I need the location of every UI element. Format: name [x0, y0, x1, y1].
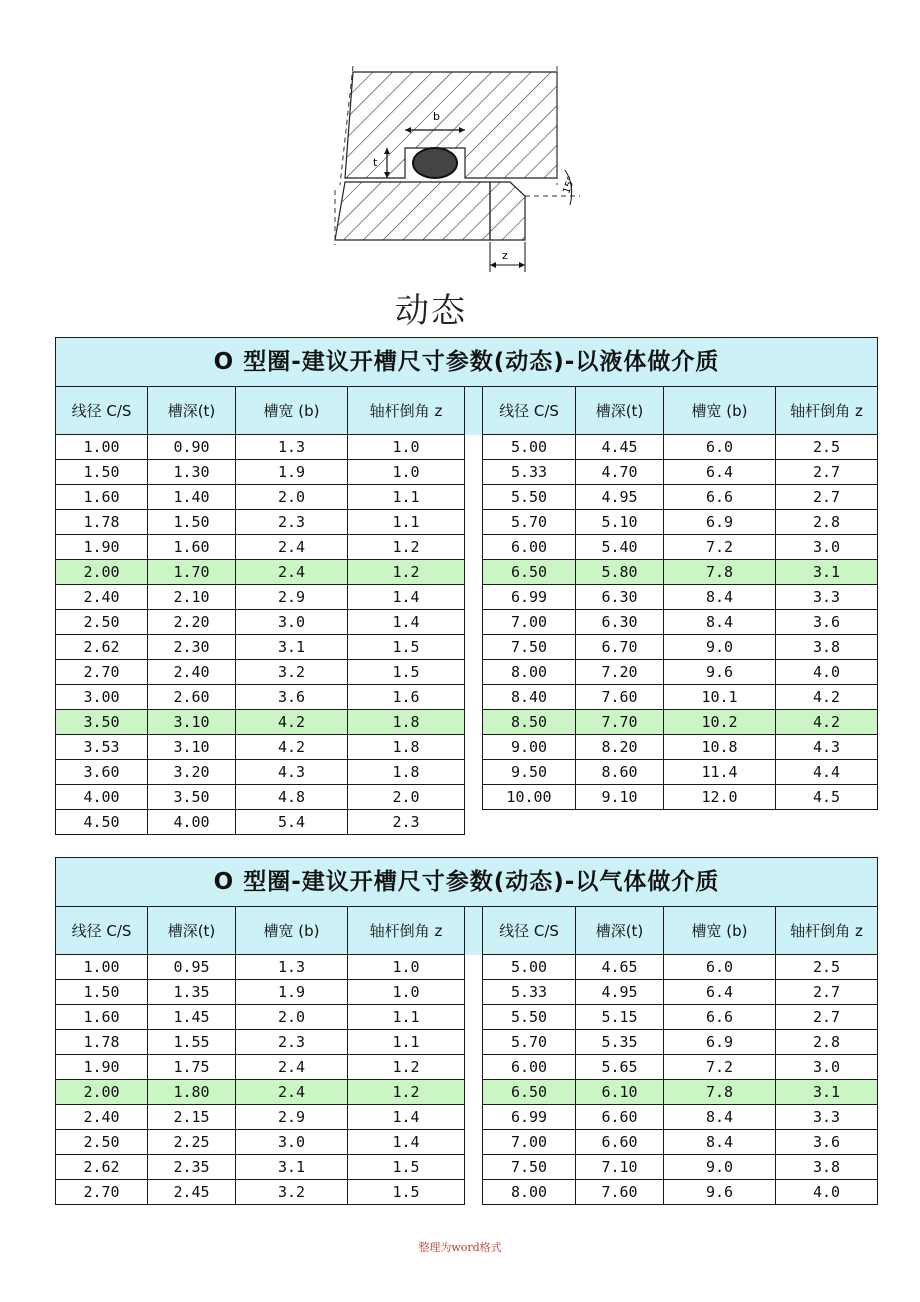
table-cell: 1.30	[148, 460, 236, 485]
table-cell: 2.3	[236, 1030, 348, 1055]
footer-note: 整理为word格式	[418, 1241, 502, 1254]
table-cell: 7.60	[576, 685, 664, 710]
table-cell: 8.4	[664, 1105, 776, 1130]
table-cell: 10.8	[664, 735, 776, 760]
table-cell: 4.95	[576, 980, 664, 1005]
table-cell: 4.00	[56, 785, 148, 810]
table-row	[56, 785, 878, 810]
table-cell: 2.4	[236, 1080, 348, 1105]
table-cell: 4.45	[576, 435, 664, 460]
col-header-cs: 线径 C/S	[56, 907, 148, 955]
table-cell: 2.70	[56, 1180, 148, 1205]
table-row	[56, 660, 878, 685]
table-cell: 6.6	[664, 1005, 776, 1030]
table-cell: 2.40	[56, 585, 148, 610]
table-cell: 3.00	[56, 685, 148, 710]
table-cell: 3.1	[776, 560, 878, 585]
table-row	[56, 610, 878, 635]
table-cell: 5.50	[483, 485, 576, 510]
table-cell: 9.6	[664, 660, 776, 685]
col-header-chamfer: 轴杆倒角 z	[776, 907, 878, 955]
table-cell: 1.45	[148, 1005, 236, 1030]
table-cell: 5.33	[483, 460, 576, 485]
table-cell: 6.50	[483, 560, 576, 585]
table-cell: 1.00	[56, 435, 148, 460]
table-cell: 2.35	[148, 1155, 236, 1180]
table-cell: 4.2	[236, 735, 348, 760]
table-cell: 1.60	[56, 485, 148, 510]
table-cell: 10.1	[664, 685, 776, 710]
table-cell: 6.4	[664, 980, 776, 1005]
table-title: O 型圈-建议开槽尺寸参数(动态)-以液体做介质	[56, 338, 878, 387]
table-row	[56, 635, 878, 660]
table-cell: 3.50	[148, 785, 236, 810]
table-cell: 2.10	[148, 585, 236, 610]
table-cell: 12.0	[664, 785, 776, 810]
label-z: z	[502, 249, 508, 262]
table-cell: 1.40	[148, 485, 236, 510]
table-cell: 2.30	[148, 635, 236, 660]
table-cell: 7.00	[483, 610, 576, 635]
table-cell: 4.95	[576, 485, 664, 510]
table-cell: 2.7	[776, 460, 878, 485]
table-cell: 2.50	[56, 1130, 148, 1155]
table-cell: 2.0	[236, 1005, 348, 1030]
table-cell: 4.65	[576, 955, 664, 980]
table-cell: 2.62	[56, 1155, 148, 1180]
table-row	[56, 1130, 878, 1155]
table-cell: 4.0	[776, 1180, 878, 1205]
table-cell: 3.8	[776, 635, 878, 660]
table-cell: 7.60	[576, 1180, 664, 1205]
table-cell: 7.20	[576, 660, 664, 685]
table-cell: 4.2	[776, 710, 878, 735]
table-cell: 2.0	[348, 785, 465, 810]
table-row	[56, 535, 878, 560]
table-cell: 1.0	[348, 980, 465, 1005]
table-cell: 8.60	[576, 760, 664, 785]
table-cell: 7.10	[576, 1155, 664, 1180]
table-cell: 1.1	[348, 510, 465, 535]
table-cell: 1.3	[236, 955, 348, 980]
table-cell: 1.2	[348, 560, 465, 585]
table-cell: 8.50	[483, 710, 576, 735]
col-header-chamfer: 轴杆倒角 z	[776, 387, 878, 435]
table-cell: 3.0	[236, 610, 348, 635]
table-cell: 2.40	[148, 660, 236, 685]
col-header-cs: 线径 C/S	[483, 907, 576, 955]
table-cell: 5.10	[576, 510, 664, 535]
table-row	[56, 560, 878, 585]
table-cell: 1.78	[56, 1030, 148, 1055]
table-cell: 1.35	[148, 980, 236, 1005]
table-cell: 1.8	[348, 735, 465, 760]
table-cell: 1.4	[348, 585, 465, 610]
table-cell: 2.50	[56, 610, 148, 635]
table-row	[56, 435, 878, 460]
table-cell: 9.0	[664, 635, 776, 660]
groove-diagram	[325, 60, 585, 280]
table-cell: 7.00	[483, 1130, 576, 1155]
table-cell: 9.0	[664, 1155, 776, 1180]
table-cell: 1.0	[348, 435, 465, 460]
table-cell: 1.78	[56, 510, 148, 535]
table-cell: 3.53	[56, 735, 148, 760]
table-cell: 5.33	[483, 980, 576, 1005]
table-cell: 3.60	[56, 760, 148, 785]
table-cell: 9.10	[576, 785, 664, 810]
table-cell: 2.62	[56, 635, 148, 660]
table-row	[56, 735, 878, 760]
table-cell: 3.10	[148, 710, 236, 735]
table-title: O 型圈-建议开槽尺寸参数(动态)-以气体做介质	[56, 858, 878, 907]
table-cell: 2.7	[776, 485, 878, 510]
table-cell: 1.2	[348, 1055, 465, 1080]
table-cell: 5.70	[483, 1030, 576, 1055]
table-cell: 4.2	[236, 710, 348, 735]
table-cell: 1.5	[348, 660, 465, 685]
table-cell: 1.8	[348, 760, 465, 785]
table-cell: 11.4	[664, 760, 776, 785]
table-cell: 3.1	[236, 1155, 348, 1180]
table-cell: 1.50	[56, 460, 148, 485]
table-cell: 4.4	[776, 760, 878, 785]
table-cell: 1.1	[348, 1005, 465, 1030]
table-cell: 2.70	[56, 660, 148, 685]
table-cell: 2.5	[776, 435, 878, 460]
table-cell: 3.20	[148, 760, 236, 785]
table-cell: 1.4	[348, 610, 465, 635]
table-cell: 6.4	[664, 460, 776, 485]
table-cell: 2.25	[148, 1130, 236, 1155]
table-cell: 6.60	[576, 1105, 664, 1130]
table-cell: 6.9	[664, 510, 776, 535]
table-cell: 6.6	[664, 485, 776, 510]
table-cell: 6.10	[576, 1080, 664, 1105]
table-cell: 2.0	[236, 485, 348, 510]
table-cell: 3.1	[776, 1080, 878, 1105]
col-header-cs: 线径 C/S	[56, 387, 148, 435]
table-cell: 1.0	[348, 460, 465, 485]
table-cell: 4.8	[236, 785, 348, 810]
table-cell: 0.90	[148, 435, 236, 460]
table-cell: 6.0	[664, 435, 776, 460]
lower-shaft	[335, 182, 490, 240]
table-cell: 1.1	[348, 1030, 465, 1055]
table-cell: 2.3	[236, 510, 348, 535]
table-cell: 1.80	[148, 1080, 236, 1105]
table-cell: 2.40	[56, 1105, 148, 1130]
table-cell: 5.80	[576, 560, 664, 585]
col-header-chamfer: 轴杆倒角 z	[348, 907, 465, 955]
table-cell: 5.15	[576, 1005, 664, 1030]
groove-table-gas	[55, 857, 878, 1205]
table-cell: 5.70	[483, 510, 576, 535]
table-cell: 1.5	[348, 1155, 465, 1180]
table-cell: 1.55	[148, 1030, 236, 1055]
table-row	[56, 710, 878, 735]
table-cell: 1.90	[56, 1055, 148, 1080]
table-cell: 1.2	[348, 1080, 465, 1105]
table-cell: 10.2	[664, 710, 776, 735]
table-cell: 8.00	[483, 660, 576, 685]
table-cell: 8.4	[664, 1130, 776, 1155]
table-cell: 0.95	[148, 955, 236, 980]
table-cell: 3.0	[776, 535, 878, 560]
table-cell: 2.45	[148, 1180, 236, 1205]
table-cell: 4.5	[776, 785, 878, 810]
table-cell: 1.70	[148, 560, 236, 585]
table-cell: 3.0	[776, 1055, 878, 1080]
table-row	[56, 760, 878, 785]
table-cell: 6.00	[483, 1055, 576, 1080]
table-cell: 1.2	[348, 535, 465, 560]
col-header-width: 槽宽 (b)	[236, 387, 348, 435]
table-cell: 1.00	[56, 955, 148, 980]
table-cell: 2.4	[236, 560, 348, 585]
table-cell: 6.9	[664, 1030, 776, 1055]
table-cell: 5.40	[576, 535, 664, 560]
table-cell: 6.60	[576, 1130, 664, 1155]
label-b: b	[433, 110, 440, 123]
col-header-cs: 线径 C/S	[483, 387, 576, 435]
table-cell: 4.70	[576, 460, 664, 485]
table-cell: 3.50	[56, 710, 148, 735]
table-row	[56, 1180, 878, 1205]
table-cell: 1.8	[348, 710, 465, 735]
groove-table-liquid	[55, 337, 878, 835]
table-cell: 2.3	[348, 810, 465, 835]
label-angle: 15°	[561, 174, 578, 196]
table-cell: 1.4	[348, 1105, 465, 1130]
col-header-depth: 槽深(t)	[148, 907, 236, 955]
col-header-width: 槽宽 (b)	[664, 907, 776, 955]
table-row	[56, 1055, 878, 1080]
table-cell: 1.5	[348, 635, 465, 660]
table-cell: 1.60	[56, 1005, 148, 1030]
table-cell: 3.3	[776, 585, 878, 610]
table-cell: 3.6	[776, 610, 878, 635]
table-cell: 1.50	[148, 510, 236, 535]
table-cell: 2.9	[236, 585, 348, 610]
table-cell: 7.50	[483, 1155, 576, 1180]
table-row	[56, 460, 878, 485]
table-cell: 4.0	[776, 660, 878, 685]
table-cell: 4.3	[236, 760, 348, 785]
table-cell: 2.15	[148, 1105, 236, 1130]
col-header-depth: 槽深(t)	[576, 907, 664, 955]
table-row	[56, 955, 878, 980]
table-cell: 7.50	[483, 635, 576, 660]
table-cell: 5.50	[483, 1005, 576, 1030]
table-cell: 6.99	[483, 1105, 576, 1130]
table-cell: 3.2	[236, 660, 348, 685]
table-cell: 1.50	[56, 980, 148, 1005]
table-row	[56, 1030, 878, 1055]
table-cell: 8.00	[483, 1180, 576, 1205]
table-cell: 2.20	[148, 610, 236, 635]
table-cell: 2.4	[236, 1055, 348, 1080]
table-cell: 2.7	[776, 980, 878, 1005]
table-cell: 7.8	[664, 1080, 776, 1105]
o-ring	[413, 148, 457, 178]
table-row	[56, 810, 878, 835]
table-row	[56, 510, 878, 535]
table-cell: 3.2	[236, 1180, 348, 1205]
table-cell: 1.75	[148, 1055, 236, 1080]
table-cell: 4.50	[56, 810, 148, 835]
table-cell: 7.70	[576, 710, 664, 735]
table-cell: 2.8	[776, 510, 878, 535]
table-cell: 2.8	[776, 1030, 878, 1055]
table-cell: 2.7	[776, 1005, 878, 1030]
table-cell: 5.35	[576, 1030, 664, 1055]
col-header-chamfer: 轴杆倒角 z	[348, 387, 465, 435]
table-cell: 5.4	[236, 810, 348, 835]
table-cell: 8.20	[576, 735, 664, 760]
table-row	[56, 685, 878, 710]
table-cell: 2.00	[56, 560, 148, 585]
table-row	[56, 1005, 878, 1030]
table-row	[56, 1080, 878, 1105]
diagram-caption: 动态	[395, 291, 467, 331]
table-cell: 10.00	[483, 785, 576, 810]
table-cell: 9.50	[483, 760, 576, 785]
table-cell: 1.4	[348, 1130, 465, 1155]
table-cell: 3.3	[776, 1105, 878, 1130]
table-cell: 7.8	[664, 560, 776, 585]
table-row	[56, 980, 878, 1005]
table-cell: 1.60	[148, 535, 236, 560]
table-cell: 6.0	[664, 955, 776, 980]
table-cell: 6.50	[483, 1080, 576, 1105]
table-cell: 6.30	[576, 585, 664, 610]
table-cell: 8.4	[664, 610, 776, 635]
col-header-depth: 槽深(t)	[576, 387, 664, 435]
table-cell: 7.2	[664, 1055, 776, 1080]
table-cell: 3.6	[236, 685, 348, 710]
label-t: t	[373, 156, 378, 169]
table-cell: 4.3	[776, 735, 878, 760]
table-cell: 7.2	[664, 535, 776, 560]
table-cell: 5.00	[483, 435, 576, 460]
table-cell: 3.6	[776, 1130, 878, 1155]
col-header-depth: 槽深(t)	[148, 387, 236, 435]
table-row	[56, 585, 878, 610]
table-cell: 3.0	[236, 1130, 348, 1155]
table-cell: 6.99	[483, 585, 576, 610]
col-header-width: 槽宽 (b)	[664, 387, 776, 435]
table-cell: 1.3	[236, 435, 348, 460]
table-cell: 1.90	[56, 535, 148, 560]
table-cell: 4.2	[776, 685, 878, 710]
table-cell: 3.8	[776, 1155, 878, 1180]
table-row	[56, 1105, 878, 1130]
table-cell: 6.30	[576, 610, 664, 635]
table-cell: 9.00	[483, 735, 576, 760]
table-cell: 1.5	[348, 1180, 465, 1205]
table-cell: 8.40	[483, 685, 576, 710]
table-cell: 6.70	[576, 635, 664, 660]
table-cell: 6.00	[483, 535, 576, 560]
table-cell: 1.6	[348, 685, 465, 710]
table-cell: 4.00	[148, 810, 236, 835]
table-cell: 9.6	[664, 1180, 776, 1205]
table-row	[56, 1155, 878, 1180]
table-cell: 5.65	[576, 1055, 664, 1080]
table-cell: 8.4	[664, 585, 776, 610]
table-cell: 3.1	[236, 635, 348, 660]
table-cell: 3.10	[148, 735, 236, 760]
col-header-width: 槽宽 (b)	[236, 907, 348, 955]
table-cell: 2.4	[236, 535, 348, 560]
table-cell: 1.9	[236, 980, 348, 1005]
table-cell: 2.00	[56, 1080, 148, 1105]
table-cell: 2.9	[236, 1105, 348, 1130]
table-cell: 1.1	[348, 485, 465, 510]
table-cell: 2.5	[776, 955, 878, 980]
table-cell: 5.00	[483, 955, 576, 980]
table-row	[56, 485, 878, 510]
table-cell: 2.60	[148, 685, 236, 710]
table-cell: 1.0	[348, 955, 465, 980]
table-cell: 1.9	[236, 460, 348, 485]
